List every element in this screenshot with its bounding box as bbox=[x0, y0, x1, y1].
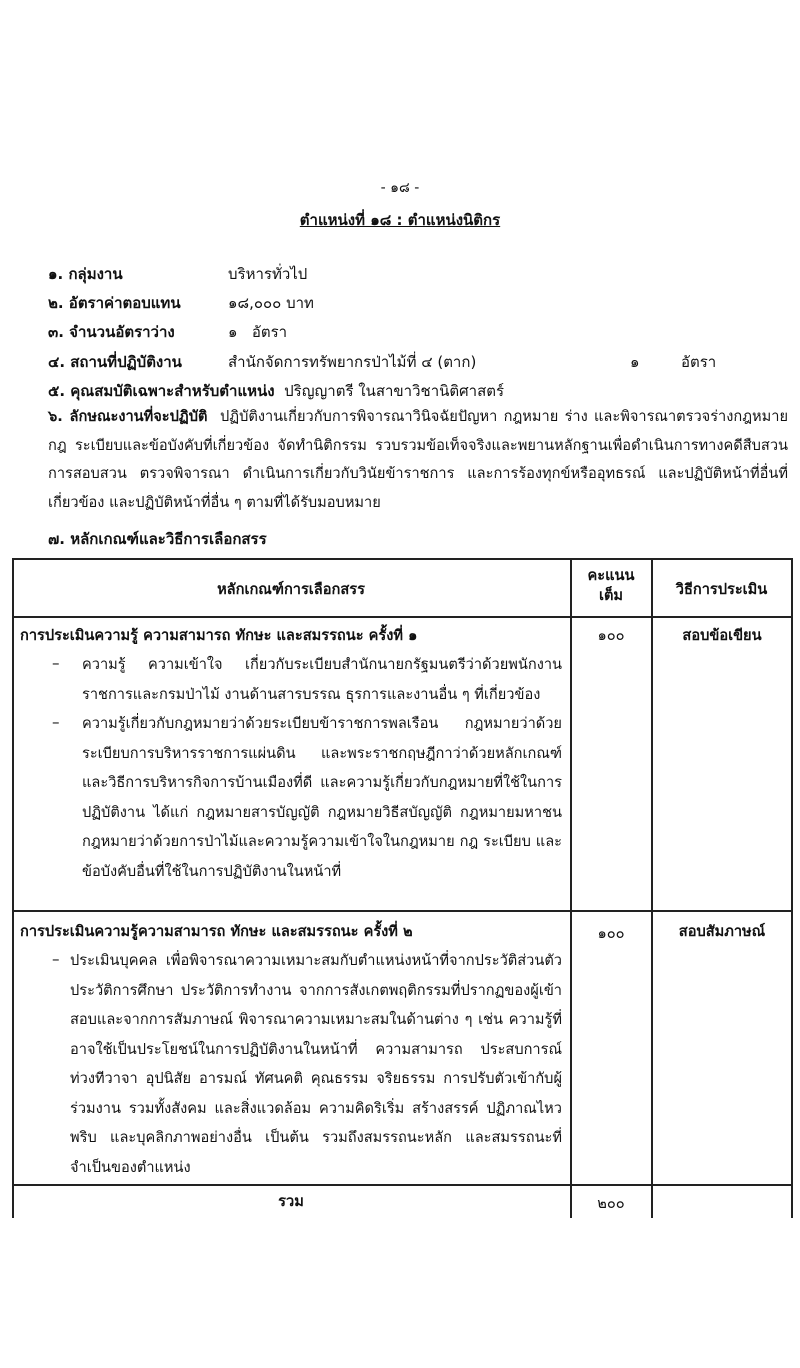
section1-bullet2: ความรู้เกี่ยวกับกฎหมายว่าด้วยระเบียบข้าราชการพลเรือน กฎหมายว่าด้วยระเบียบการบริหารราชการแผ่นดิน และพระราชกฤษฎีกาว่าด้วยหลักเกณฑ์และวิธีการบริหารกิจการบ้านเมืองที่ดี และความรู้เกี่ยวกับกฎหมายที่ใช้ในการปฏิบัติงาน ได้แก่ กฎหมายสารบัญญัติ กฎหมายวิธีสบัญญัติ กฎหมายมหาชน กฎหมายว่าด้วยการป่าไม้และความรู้ความเข้าใจในกฎหมาย กฎ ระเบียบ และข้อบังคับอื่นที่ใช้ในการปฏิบัติงานในหน้าที่ bbox=[82, 715, 562, 880]
title-text: ตำแหน่งที่ ๑๘ : ตำแหน่งนิติกร bbox=[299, 211, 501, 229]
table-divider-method bbox=[651, 558, 653, 1218]
vacancy-label: ๓. จำนวนอัตราว่าง bbox=[48, 323, 175, 341]
duties-text: ปฏิบัติงานเกี่ยวกับการพิจารณาวินิจฉัยปัญหา กฎหมาย ร่าง และพิจารณาตรวจร่างกฎหมาย กฎ ระเบียบและข้อบังคับที่เกี่ยวข้อง จัดทำนิติกรรม รวบรวมข้อเท็จจริงและพยานหลักฐานเพื่อดำเนินการทางคดีสืบสวน การสอบสวน ตรวจพิจารณา ดำเนินการเกี่ยวกับวินัยข้าราชการ และการร้องทุกข์หรืออุทธรณ์ และปฏิบัติหน้าที่อื่นที่เกี่ยวข้อง และปฏิบัติหน้าที่อื่น ๆ ตามที่ได้รับมอบหมาย bbox=[48, 408, 788, 511]
table-header-line bbox=[12, 616, 793, 618]
section1-bullet2-dash: – bbox=[52, 713, 60, 731]
total-score: ๒๐๐ bbox=[597, 1195, 625, 1212]
duties-paragraph bbox=[48, 403, 788, 517]
place-value: สำนักจัดการทรัพยากรป่าไม้ที่ ๔ (ตาก) bbox=[228, 353, 477, 371]
table-border-top bbox=[12, 558, 793, 560]
section2-bullet1: ประเมินบุคคล เพื่อพิจารณาความเหมาะสมกับตำแหน่งหน้าที่จากประวัติส่วนตัวประวัติการศึกษา ประวัติการทำงาน จากการสังเกตพฤติกรรมที่ปรากฏของผู้เข้าสอบและจากการสัมภาษณ์ พิจารณาความเหมาะสมในด้านต่าง ๆ เช่น ความรู้ที่อาจใช้เป็นประโยชน์ในการปฏิบัติงานในหน้าที่ ความสามารถ ประสบการณ์ ท่วงทีวาจา อุปนิสัย อารมณ์ ทัศนคติ คุณธรรม จริยธรรม การปรับตัวเข้ากับผู้ร่วมงาน รวมทั้งสังคม และสิ่งแวดล้อม ความคิดริเริ่ม สร้างสรรค์ ปฏิภาณไหวพริบ และบุคลิกภาพอย่างอื่น เป็นต้น รวมถึงสมรรถนะหลัก และสมรรถนะที่จำเป็นของตำแหน่ง bbox=[70, 952, 562, 1176]
criteria-heading: ๗. หลักเกณฑ์และวิธีการเลือกสรร bbox=[48, 530, 267, 548]
header-score: คะแนนเต็ม bbox=[587, 567, 635, 604]
table-section-line bbox=[12, 910, 793, 912]
total-label: รวม bbox=[278, 1193, 304, 1210]
table-total-line bbox=[12, 1184, 793, 1186]
group-label: ๑. กลุ่มงาน bbox=[48, 265, 123, 283]
place-label: ๔. สถานที่ปฏิบัติงาน bbox=[48, 353, 182, 371]
place-unit: อัตรา bbox=[681, 353, 717, 371]
table-divider-score bbox=[570, 558, 572, 1218]
header-method: วิธีการประเมิน bbox=[675, 581, 768, 598]
page-number: - ๑๘ - bbox=[380, 180, 420, 196]
qualification-label: ๕. คุณสมบัติเฉพาะสำหรับตำแหน่ง bbox=[48, 382, 275, 400]
qualification-value: ปริญญาตรี ในสาขาวิชานิติศาสตร์ bbox=[284, 382, 505, 400]
group-value: บริหารทั่วไป bbox=[228, 265, 308, 283]
pay-label: ๒. อัตราค่าตอบแทน bbox=[48, 294, 181, 312]
section2-title: การประเมินความรู้ความสามารถ ทักษะ และสมรรถนะ ครั้งที่ ๒ bbox=[20, 923, 413, 940]
header-criteria: หลักเกณฑ์การเลือกสรร bbox=[217, 581, 365, 598]
section1-method: สอบข้อเขียน bbox=[682, 627, 762, 644]
table-border-left bbox=[12, 558, 14, 1218]
criteria-table bbox=[12, 558, 793, 1218]
table-border-right bbox=[791, 558, 793, 1218]
page-title bbox=[0, 208, 800, 232]
section2-bullet1-dash: – bbox=[52, 950, 60, 968]
section1-score: ๑๐๐ bbox=[597, 627, 625, 644]
duties-label: ๖. ลักษณะงานที่จะปฏิบัติ bbox=[48, 408, 208, 425]
section1-title: การประเมินความรู้ ความสามารถ ทักษะ และสมรรถนะ ครั้งที่ ๑ bbox=[20, 627, 418, 644]
place-count: ๑ bbox=[630, 353, 640, 371]
pay-value: ๑๘,๐๐๐ บาท bbox=[228, 294, 314, 312]
section1-bullet1-dash: – bbox=[52, 654, 60, 672]
vacancy-value: ๑ อัตรา bbox=[228, 323, 288, 341]
section1-bullet1: ความรู้ ความเข้าใจ เกี่ยวกับระเบียบสำนักนายกรัฐมนตรีว่าด้วยพนักงานราชการและกรมป่าไม้ งานด้านสารบรรณ ธุรการและงานอื่น ๆ ที่เกี่ยวข้อง bbox=[82, 656, 562, 703]
section2-method: สอบสัมภาษณ์ bbox=[678, 923, 766, 940]
section2-score: ๑๐๐ bbox=[597, 925, 625, 942]
qualification-line bbox=[48, 379, 504, 403]
